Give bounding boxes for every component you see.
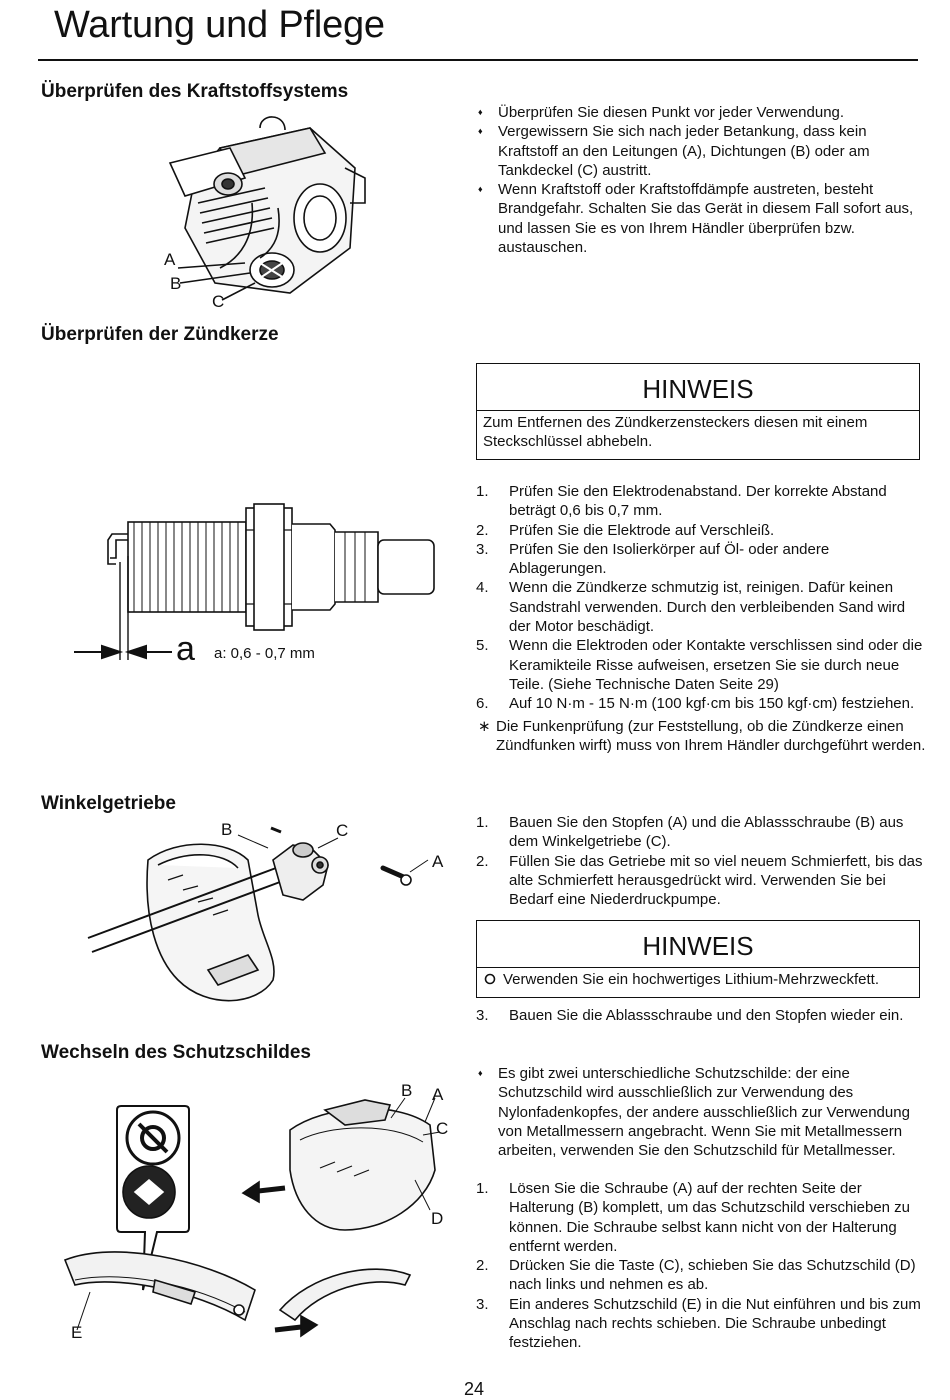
shield-step: 1. Lösen Sie die Schraube (A) auf der rechten Seite der Halterung (B) komplett, um das Schutzschild verschieben zu können. Die Schraube selbst kann nicht von der Halterung entfernt werden. (476, 1180, 911, 1255)
shield-heading: Wechseln des Schutzschildes (41, 1042, 311, 1063)
shield-label-c: C (436, 1119, 449, 1138)
shield-label-e: E (71, 1323, 83, 1342)
shield-bullet: ♦ Es gibt zwei unterschiedliche Schutzschilde: der eine Schutzschild wird ausschließlich zur Verwendung des Nylonfadenkopfes, der andere ausschließlich zur Verwendung von Metallmessern angebracht. Wenn Sie mit Metallmessern arbeiten, verwenden Sie den Schutzschild für Metallmesser. (476, 1064, 924, 1160)
gap-letter: a (176, 630, 195, 668)
page-number: 24 (464, 1379, 485, 1399)
hinweis-title: HINWEIS (477, 921, 919, 968)
spark-note: ∗ Die Funkenprüfung (zur Feststellung, ob die Zündkerze einen Zündfunken wirft) muss von Ihrem Händler durchgeführt werden. (478, 718, 926, 755)
circle-bullet-icon (484, 973, 496, 985)
gear-hinweis-box (476, 920, 920, 998)
fuel-bullet: ♦ Überprüfen Sie diesen Punkt vor jeder Verwendung. (476, 103, 924, 122)
gear-step-list (476, 813, 924, 909)
gear-heading: Winkelgetriebe (41, 793, 176, 814)
gear-step3 (476, 1006, 924, 1025)
shield-label-b: B (401, 1081, 413, 1100)
shield-step: 2. Drücken Sie die Taste (C), schieben Sie das Schutzschild (D) nach links und nehmen es ab. (476, 1257, 916, 1294)
spark-heading: Überprüfen der Zündkerze (41, 324, 279, 345)
spark-step: 1. Prüfen Sie den Elektrodenabstand. Der korrekte Abstand beträgt 0,6 bis 0,7 mm. (476, 483, 887, 520)
shield-label-d: D (431, 1209, 444, 1228)
spark-step: 3. Prüfen Sie den Isolierkörper auf Öl- oder andere Ablagerungen. (476, 540, 830, 578)
spark-hinweis-box (476, 363, 920, 460)
spark-step-list (476, 482, 924, 714)
shield-label-a: A (432, 1085, 444, 1104)
gear-label-a: A (432, 852, 444, 871)
gear-step: 3. Bauen Sie die Ablassschraube und den Stopfen wieder ein. (476, 1007, 904, 1024)
shield-step: 3. Ein anderes Schutzschild (E) in die Nut einführen und bis zum Anschlag nach rechts schieben. Die Schraube unbedingt festziehen. (476, 1295, 921, 1352)
fuel-bullet-list (476, 103, 924, 257)
fuel-label-a: A (164, 250, 176, 269)
fuel-label-c: C (212, 292, 225, 311)
gear-label-c: C (336, 821, 349, 840)
note-mark: ∗ (478, 718, 491, 735)
gear-step: 2. Füllen Sie das Getriebe mit so viel neuem Schmierfett, bis das alte Schmierfett herausgedrückt wird. Verwenden Sie bei Bedarf eine Niederdruckpumpe. (476, 852, 923, 909)
engine-illustration (160, 108, 380, 308)
fuel-bullet: ♦ Wenn Kraftstoff oder Kraftstoffdämpfe austreten, besteht Brandgefahr. Schalten Sie das Gerät in diesem Fall sofort aus, und lassen Sie es von Ihrem Händler überprüfen bzw. austauschen. (476, 180, 924, 257)
page-title: Wartung und Pflege (54, 4, 385, 46)
fuel-heading: Überprüfen des Kraftstoffsystems (41, 81, 349, 102)
gear-step: 1. Bauen Sie den Stopfen (A) und die Ablassschraube (B) aus dem Winkelgetriebe (C). (476, 814, 904, 851)
gearcase-illustration (88, 820, 448, 1020)
spark-step: 2. Prüfen Sie die Elektrode auf Verschleiß. (476, 521, 775, 539)
title-rule (38, 59, 918, 61)
shield-step-list (476, 1179, 924, 1353)
spark-step: 6. Auf 10 N·m - 15 N·m (100 kgf·cm bis 150 kgf·cm) festziehen. (476, 695, 915, 713)
gear-label-b: B (221, 820, 233, 839)
fuel-bullet: ♦ Vergewissern Sie sich nach jeder Betankung, dass kein Kraftstoff an den Leitungen (A), Dichtungen (B) oder am Tankdeckel (C) austritt. (476, 122, 924, 180)
shield-bullet-list (476, 1064, 924, 1160)
fuel-label-b: B (170, 274, 182, 293)
gap-caption: a: 0,6 - 0,7 mm (214, 645, 315, 662)
spark-step: 4. Wenn die Zündkerze schmutzig ist, reinigen. Dafür keinen Sandstrahl verwenden. Durch den verbleibenden Sand wird der Motor beschädigt. (476, 579, 906, 636)
shield-illustration (55, 1080, 465, 1355)
hinweis-text: Zum Entfernen des Zündkerzensteckers diesen mit einem Steckschlüssel abhebeln. (483, 414, 868, 451)
hinweis-text: Verwenden Sie ein hochwertiges Lithium-Mehrzweckfett. (477, 968, 919, 991)
hinweis-title: HINWEIS (477, 364, 919, 411)
spark-step: 5. Wenn die Elektroden oder Kontakte verschlissen sind oder die Keramikteile Risse aufweisen, ersetzen Sie sie durch neue Teile. (Siehe Technische Daten Seite 29) (476, 637, 923, 693)
